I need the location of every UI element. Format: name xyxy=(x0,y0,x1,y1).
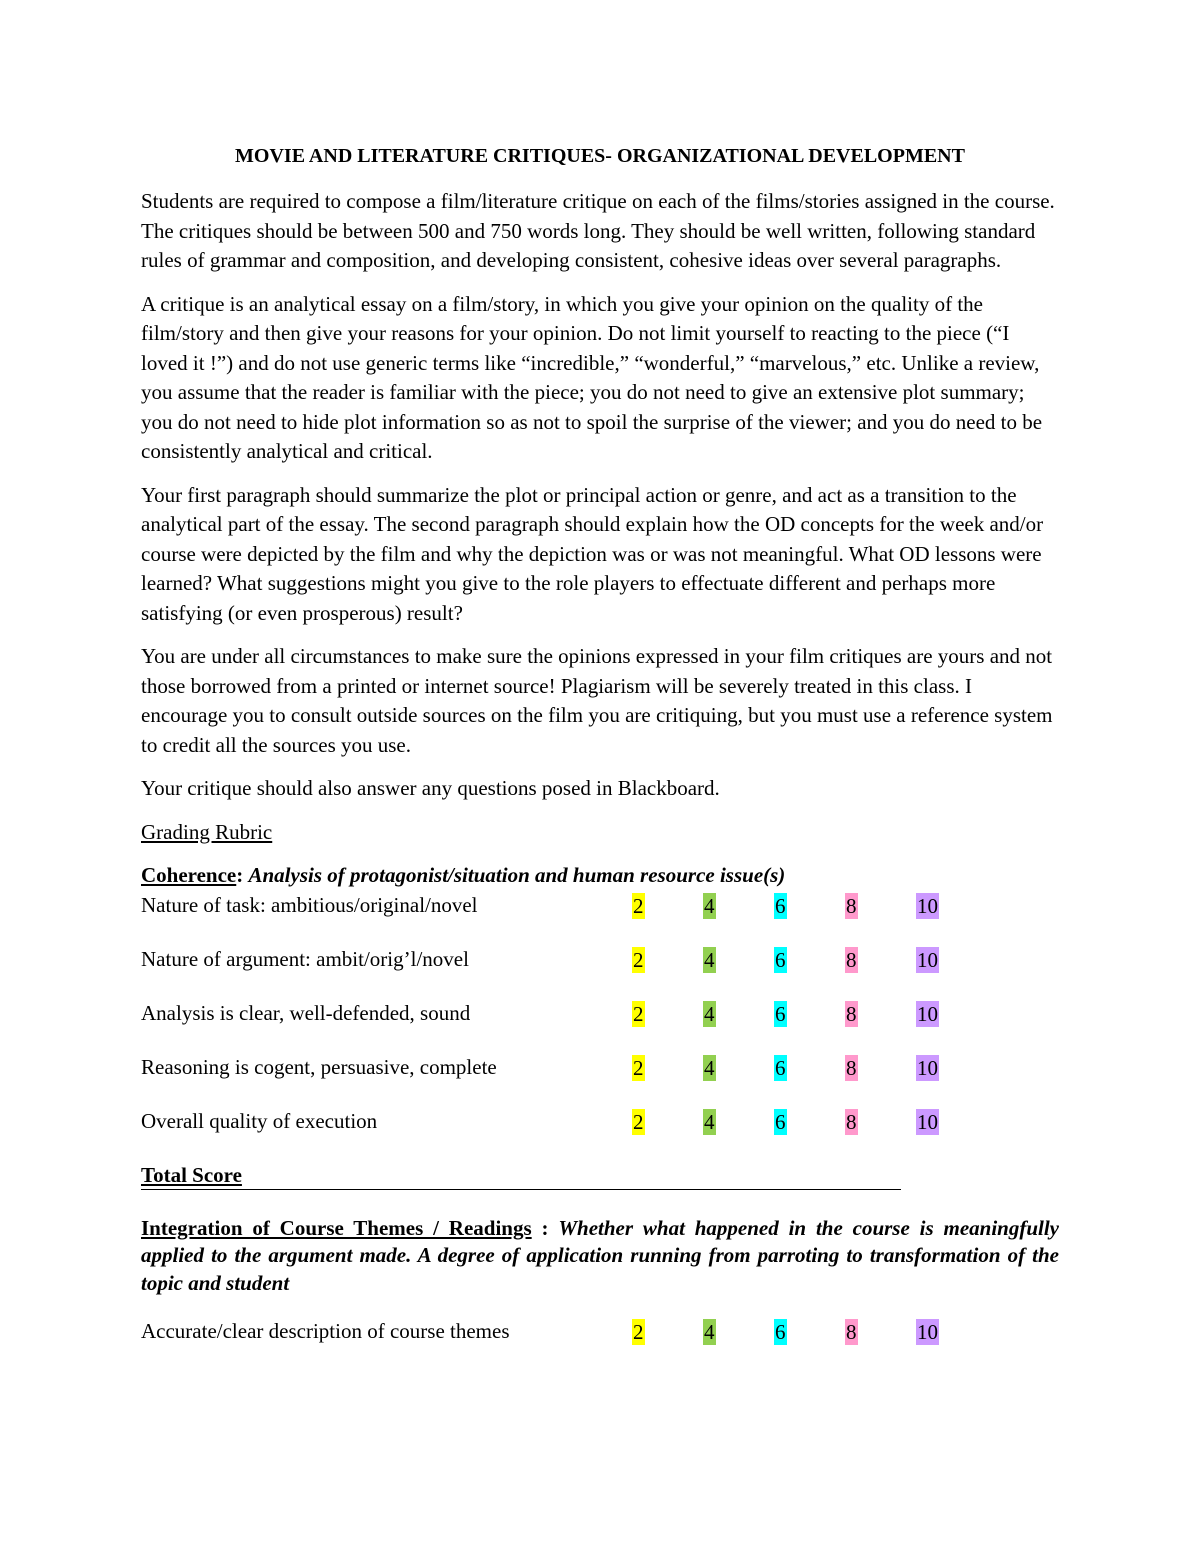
score-4: 4 xyxy=(704,893,715,918)
score-10: 10 xyxy=(917,893,938,918)
score-2: 2 xyxy=(633,1109,644,1134)
score-6: 6 xyxy=(775,947,786,972)
rubric-criterion: Accurate/clear description of course themes xyxy=(141,1319,510,1343)
rubric-criterion: Nature of argument: ambit/orig’l/novel xyxy=(141,946,469,971)
score-4: 4 xyxy=(704,1055,715,1080)
document-content xyxy=(141,140,1059,1371)
integration-description: Whether what happened in the course is meaningfully applied to the argument made. A degree of application running from parroting to transformation of the topic and student xyxy=(141,1215,1059,1295)
score-8: 8 xyxy=(846,893,857,918)
rubric-row xyxy=(141,999,1059,1028)
paragraph-structure: Your first paragraph should summarize the plot or principal action or genre, and act as a transition to the analytical part of the essay. The second paragraph should explain how the OD concepts for the week and/or course were depicted by the film and why the depiction was or was not meaningful. What OD lessons were learned? What suggestions might you give to the role players to effectuate different and perhaps more satisfying (or even prosperous) result? xyxy=(141,482,1044,625)
grading-rubric-label: Grading Rubric xyxy=(141,819,273,844)
rubric-row xyxy=(141,1053,1059,1082)
score-6: 6 xyxy=(775,1320,786,1344)
integration-heading xyxy=(141,1215,1059,1298)
score-6: 6 xyxy=(775,1109,786,1134)
score-6: 6 xyxy=(775,1001,786,1026)
coherence-title: Coherence xyxy=(141,863,237,887)
rubric-row xyxy=(141,1107,1059,1136)
paragraph-intro: Students are required to compose a film/literature critique on each of the films/stories assigned in the course. The critiques should be between 500 and 750 words long. They should be well written, following standard rules of grammar and composition, and developing consistent, cohesive ideas over several paragraphs. xyxy=(141,189,1055,272)
score-4: 4 xyxy=(704,947,715,972)
score-8: 8 xyxy=(846,1320,857,1344)
paragraph-plagiarism: You are under all circumstances to make sure the opinions expressed in your film critiques are yours and not those borrowed from a printed or internet source! Plagiarism will be severely treated in this class. I encourage you to consult outside sources on the film you are critiquing, but you must use a reference system to credit all the sources you use. xyxy=(141,644,1053,757)
paragraph-blackboard: Your critique should also answer any questions posed in Blackboard. xyxy=(141,776,720,800)
score-4: 4 xyxy=(704,1001,715,1026)
rubric-row xyxy=(141,945,1059,974)
score-6: 6 xyxy=(775,893,786,918)
score-2: 2 xyxy=(633,947,644,972)
score-2: 2 xyxy=(633,893,644,918)
document-title: MOVIE AND LITERATURE CRITIQUES- ORGANIZATIONAL DEVELOPMENT xyxy=(235,145,965,167)
score-8: 8 xyxy=(846,1055,857,1080)
score-10: 10 xyxy=(917,1001,938,1026)
paragraph-critique-definition: A critique is an analytical essay on a film/story, in which you give your opinion on the quality of the film/story and then give your reasons for your opinion. Do not limit yourself to reacting to the piece (“I loved it !”) and do not use generic terms like “incredible,” “wonderful,” “marvelous,” etc. Unlike a review, you assume that the reader is familiar with the piece; you do not need to give an extensive plot summary; you do not need to hide plot information so as not to spoil the surprise of the viewer; and you do need to be consistently analytical and critical. xyxy=(141,291,1043,463)
score-8: 8 xyxy=(846,1109,857,1134)
total-score-line xyxy=(141,1161,901,1190)
coherence-description: Analysis of protagonist/situation and human resource issue(s) xyxy=(248,863,786,887)
coherence-rubric-rows xyxy=(141,891,1059,1136)
score-2: 2 xyxy=(633,1055,644,1080)
rubric-criterion: Nature of task: ambitious/original/novel xyxy=(141,892,478,917)
score-10: 10 xyxy=(917,1055,938,1080)
score-10: 10 xyxy=(917,1320,938,1344)
score-6: 6 xyxy=(775,1055,786,1080)
score-8: 8 xyxy=(846,947,857,972)
score-4: 4 xyxy=(704,1109,715,1134)
coherence-heading xyxy=(141,861,1059,891)
score-2: 2 xyxy=(633,1320,644,1344)
integration-colon: : xyxy=(531,1215,559,1240)
score-2: 2 xyxy=(633,1001,644,1026)
score-8: 8 xyxy=(846,1001,857,1026)
rubric-criterion: Overall quality of execution xyxy=(141,1108,378,1133)
integration-rubric-rows xyxy=(141,1317,1059,1346)
rubric-row xyxy=(141,1317,1059,1346)
integration-title: Integration of Course Themes / Readings xyxy=(141,1215,532,1240)
rubric-row xyxy=(141,891,1059,920)
coherence-colon: : xyxy=(236,863,244,887)
score-4: 4 xyxy=(704,1320,715,1344)
score-10: 10 xyxy=(917,1109,938,1134)
total-score-label: Total Score xyxy=(141,1162,242,1187)
rubric-criterion: Reasoning is cogent, persuasive, complete xyxy=(141,1054,497,1079)
rubric-criterion: Analysis is clear, well-defended, sound xyxy=(141,1000,471,1025)
score-10: 10 xyxy=(917,947,938,972)
